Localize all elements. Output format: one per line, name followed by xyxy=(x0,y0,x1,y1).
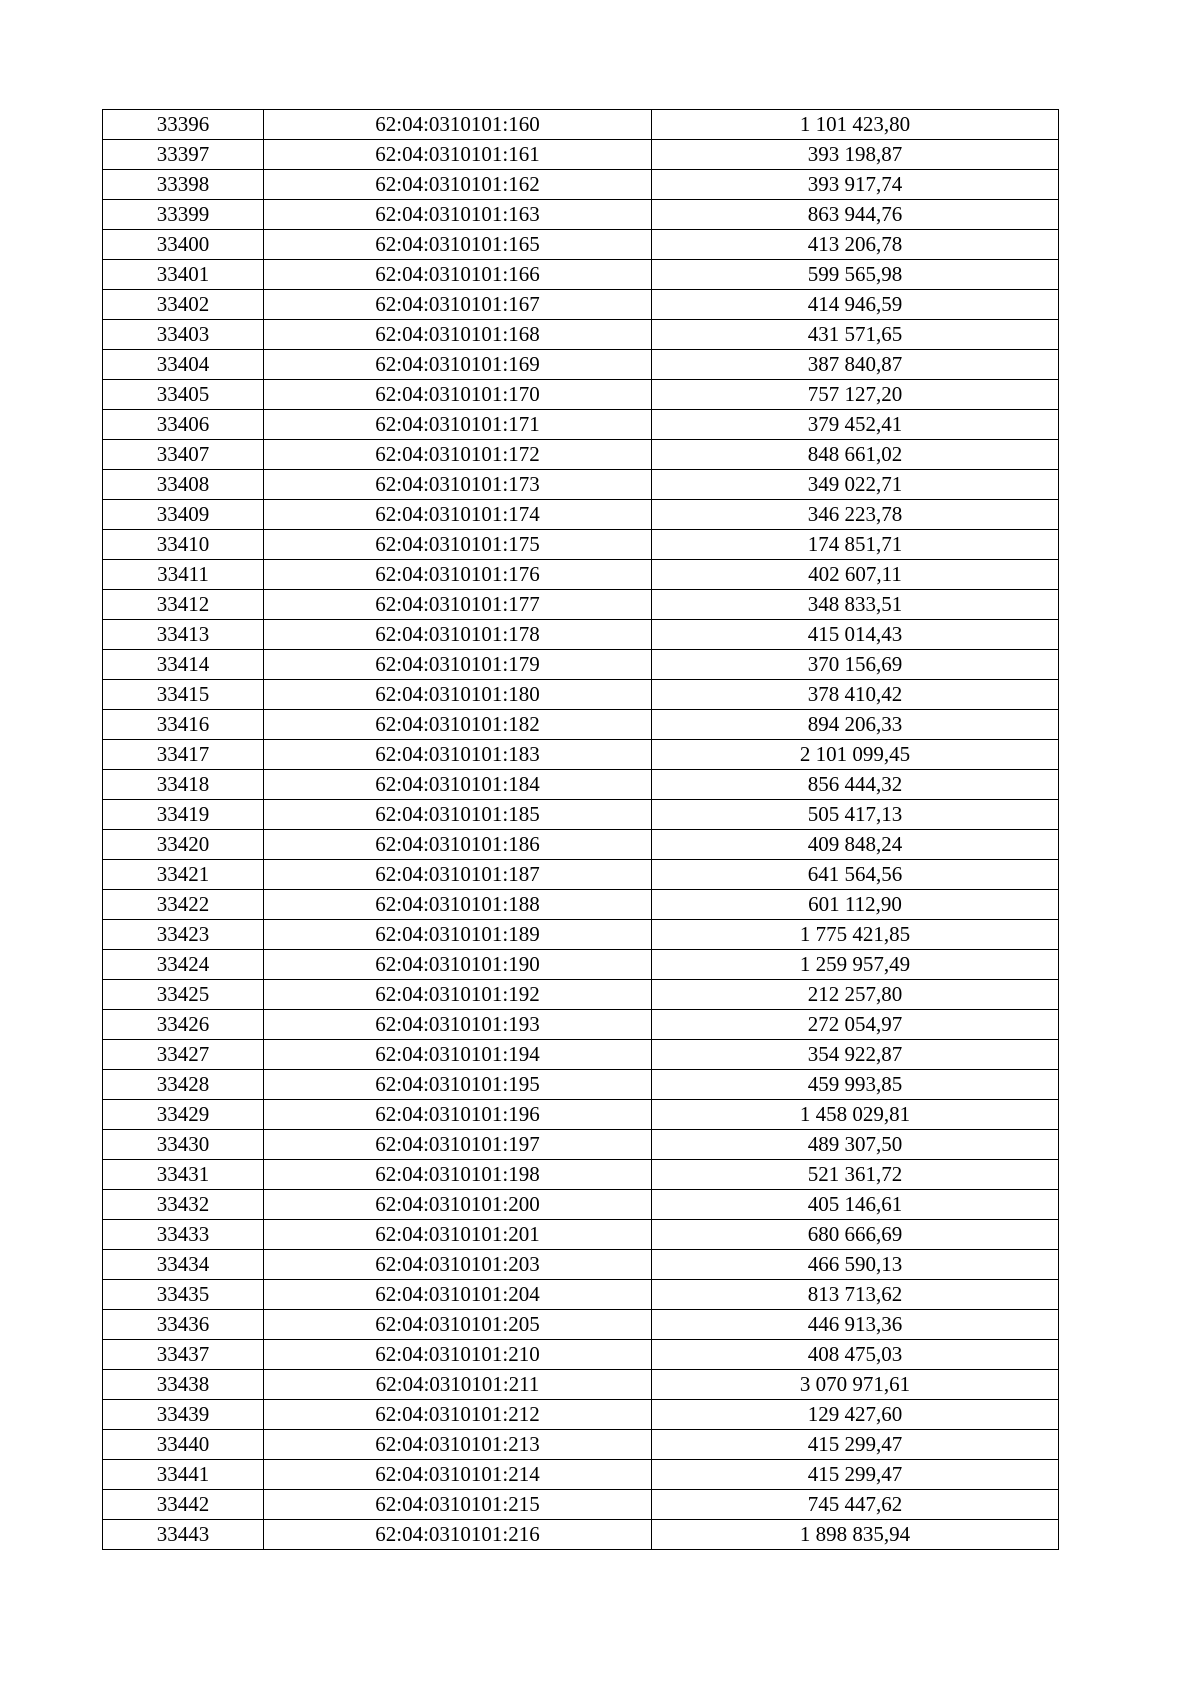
cadastral-value-cell: 466 590,13 xyxy=(652,1250,1059,1280)
cadastral-number-cell: 62:04:0310101:180 xyxy=(264,680,652,710)
cadastral-number-cell: 62:04:0310101:197 xyxy=(264,1130,652,1160)
row-number-cell: 33420 xyxy=(103,830,264,860)
cadastral-number-cell: 62:04:0310101:169 xyxy=(264,350,652,380)
cadastral-value-cell: 370 156,69 xyxy=(652,650,1059,680)
cadastral-number-cell: 62:04:0310101:170 xyxy=(264,380,652,410)
row-number-cell: 33443 xyxy=(103,1520,264,1550)
cadastral-number-cell: 62:04:0310101:177 xyxy=(264,590,652,620)
table-row xyxy=(103,710,1059,740)
row-number-cell: 33398 xyxy=(103,170,264,200)
table-row xyxy=(103,1400,1059,1430)
cadastral-number-cell: 62:04:0310101:175 xyxy=(264,530,652,560)
table-row xyxy=(103,1250,1059,1280)
cadastral-value-cell: 813 713,62 xyxy=(652,1280,1059,1310)
table-row xyxy=(103,140,1059,170)
row-number-cell: 33422 xyxy=(103,890,264,920)
table-row xyxy=(103,230,1059,260)
table-row xyxy=(103,440,1059,470)
cadastral-value-cell: 415 299,47 xyxy=(652,1430,1059,1460)
row-number-cell: 33412 xyxy=(103,590,264,620)
cadastral-value-cell: 1 775 421,85 xyxy=(652,920,1059,950)
table-row xyxy=(103,1280,1059,1310)
cadastral-number-cell: 62:04:0310101:189 xyxy=(264,920,652,950)
row-number-cell: 33428 xyxy=(103,1070,264,1100)
cadastral-number-cell: 62:04:0310101:195 xyxy=(264,1070,652,1100)
row-number-cell: 33431 xyxy=(103,1160,264,1190)
table-row xyxy=(103,1070,1059,1100)
cadastral-number-cell: 62:04:0310101:216 xyxy=(264,1520,652,1550)
cadastral-number-cell: 62:04:0310101:196 xyxy=(264,1100,652,1130)
cadastral-number-cell: 62:04:0310101:168 xyxy=(264,320,652,350)
table-row xyxy=(103,1490,1059,1520)
cadastral-value-cell: 409 848,24 xyxy=(652,830,1059,860)
cadastral-value-cell: 129 427,60 xyxy=(652,1400,1059,1430)
row-number-cell: 33410 xyxy=(103,530,264,560)
cadastral-value-cell: 757 127,20 xyxy=(652,380,1059,410)
table-row xyxy=(103,170,1059,200)
cadastral-number-cell: 62:04:0310101:214 xyxy=(264,1460,652,1490)
table-row xyxy=(103,560,1059,590)
cadastral-value-cell: 863 944,76 xyxy=(652,200,1059,230)
cadastral-value-cell: 379 452,41 xyxy=(652,410,1059,440)
row-number-cell: 33419 xyxy=(103,800,264,830)
cadastral-number-cell: 62:04:0310101:176 xyxy=(264,560,652,590)
table-row xyxy=(103,1430,1059,1460)
row-number-cell: 33396 xyxy=(103,110,264,140)
cadastral-value-cell: 212 257,80 xyxy=(652,980,1059,1010)
cadastral-number-cell: 62:04:0310101:188 xyxy=(264,890,652,920)
table-row xyxy=(103,740,1059,770)
table-row xyxy=(103,800,1059,830)
cadastral-value-cell: 848 661,02 xyxy=(652,440,1059,470)
row-number-cell: 33439 xyxy=(103,1400,264,1430)
cadastral-value-cell: 415 299,47 xyxy=(652,1460,1059,1490)
row-number-cell: 33406 xyxy=(103,410,264,440)
table-row xyxy=(103,1100,1059,1130)
table-row xyxy=(103,470,1059,500)
cadastral-value-cell: 174 851,71 xyxy=(652,530,1059,560)
table-row xyxy=(103,1160,1059,1190)
cadastral-number-cell: 62:04:0310101:187 xyxy=(264,860,652,890)
row-number-cell: 33421 xyxy=(103,860,264,890)
cadastral-value-cell: 1 259 957,49 xyxy=(652,950,1059,980)
row-number-cell: 33436 xyxy=(103,1310,264,1340)
cadastral-value-cell: 393 198,87 xyxy=(652,140,1059,170)
cadastral-value-cell: 2 101 099,45 xyxy=(652,740,1059,770)
row-number-cell: 33430 xyxy=(103,1130,264,1160)
table-body xyxy=(103,110,1059,1550)
cadastral-number-cell: 62:04:0310101:174 xyxy=(264,500,652,530)
cadastral-value-cell: 348 833,51 xyxy=(652,590,1059,620)
row-number-cell: 33417 xyxy=(103,740,264,770)
table-row xyxy=(103,1460,1059,1490)
cadastral-number-cell: 62:04:0310101:167 xyxy=(264,290,652,320)
cadastral-number-cell: 62:04:0310101:172 xyxy=(264,440,652,470)
cadastral-number-cell: 62:04:0310101:162 xyxy=(264,170,652,200)
cadastral-number-cell: 62:04:0310101:190 xyxy=(264,950,652,980)
cadastral-number-cell: 62:04:0310101:185 xyxy=(264,800,652,830)
cadastral-value-table xyxy=(102,109,1059,1550)
row-number-cell: 33432 xyxy=(103,1190,264,1220)
table-row xyxy=(103,1310,1059,1340)
cadastral-number-cell: 62:04:0310101:193 xyxy=(264,1010,652,1040)
table-row xyxy=(103,1370,1059,1400)
cadastral-value-cell: 431 571,65 xyxy=(652,320,1059,350)
cadastral-value-cell: 446 913,36 xyxy=(652,1310,1059,1340)
table-row xyxy=(103,110,1059,140)
table-row xyxy=(103,980,1059,1010)
row-number-cell: 33402 xyxy=(103,290,264,320)
cadastral-number-cell: 62:04:0310101:205 xyxy=(264,1310,652,1340)
cadastral-value-cell: 505 417,13 xyxy=(652,800,1059,830)
cadastral-value-cell: 387 840,87 xyxy=(652,350,1059,380)
table-row xyxy=(103,1190,1059,1220)
table-row xyxy=(103,620,1059,650)
cadastral-number-cell: 62:04:0310101:203 xyxy=(264,1250,652,1280)
cadastral-number-cell: 62:04:0310101:211 xyxy=(264,1370,652,1400)
table-row xyxy=(103,1130,1059,1160)
cadastral-value-cell: 414 946,59 xyxy=(652,290,1059,320)
table-row xyxy=(103,200,1059,230)
cadastral-number-cell: 62:04:0310101:198 xyxy=(264,1160,652,1190)
cadastral-number-cell: 62:04:0310101:184 xyxy=(264,770,652,800)
cadastral-value-cell: 3 070 971,61 xyxy=(652,1370,1059,1400)
cadastral-value-cell: 378 410,42 xyxy=(652,680,1059,710)
table-row xyxy=(103,590,1059,620)
cadastral-number-cell: 62:04:0310101:204 xyxy=(264,1280,652,1310)
cadastral-number-cell: 62:04:0310101:201 xyxy=(264,1220,652,1250)
cadastral-value-cell: 346 223,78 xyxy=(652,500,1059,530)
row-number-cell: 33442 xyxy=(103,1490,264,1520)
row-number-cell: 33424 xyxy=(103,950,264,980)
cadastral-value-cell: 408 475,03 xyxy=(652,1340,1059,1370)
row-number-cell: 33440 xyxy=(103,1430,264,1460)
cadastral-number-cell: 62:04:0310101:186 xyxy=(264,830,652,860)
cadastral-value-cell: 745 447,62 xyxy=(652,1490,1059,1520)
cadastral-value-cell: 601 112,90 xyxy=(652,890,1059,920)
table-row xyxy=(103,1040,1059,1070)
table-row xyxy=(103,920,1059,950)
cadastral-value-cell: 1 101 423,80 xyxy=(652,110,1059,140)
row-number-cell: 33441 xyxy=(103,1460,264,1490)
cadastral-number-cell: 62:04:0310101:161 xyxy=(264,140,652,170)
cadastral-value-cell: 405 146,61 xyxy=(652,1190,1059,1220)
table-row xyxy=(103,860,1059,890)
table-row xyxy=(103,410,1059,440)
row-number-cell: 33438 xyxy=(103,1370,264,1400)
cadastral-number-cell: 62:04:0310101:215 xyxy=(264,1490,652,1520)
table-row xyxy=(103,500,1059,530)
row-number-cell: 33433 xyxy=(103,1220,264,1250)
table-row xyxy=(103,1340,1059,1370)
row-number-cell: 33416 xyxy=(103,710,264,740)
row-number-cell: 33403 xyxy=(103,320,264,350)
row-number-cell: 33423 xyxy=(103,920,264,950)
cadastral-number-cell: 62:04:0310101:200 xyxy=(264,1190,652,1220)
row-number-cell: 33434 xyxy=(103,1250,264,1280)
table-row xyxy=(103,830,1059,860)
table-row xyxy=(103,380,1059,410)
table-row xyxy=(103,290,1059,320)
table-row xyxy=(103,1220,1059,1250)
cadastral-value-cell: 489 307,50 xyxy=(652,1130,1059,1160)
row-number-cell: 33411 xyxy=(103,560,264,590)
cadastral-value-cell: 349 022,71 xyxy=(652,470,1059,500)
row-number-cell: 33415 xyxy=(103,680,264,710)
cadastral-value-cell: 894 206,33 xyxy=(652,710,1059,740)
cadastral-number-cell: 62:04:0310101:165 xyxy=(264,230,652,260)
row-number-cell: 33397 xyxy=(103,140,264,170)
cadastral-number-cell: 62:04:0310101:179 xyxy=(264,650,652,680)
cadastral-value-cell: 641 564,56 xyxy=(652,860,1059,890)
cadastral-value-cell: 402 607,11 xyxy=(652,560,1059,590)
cadastral-number-cell: 62:04:0310101:160 xyxy=(264,110,652,140)
row-number-cell: 33409 xyxy=(103,500,264,530)
row-number-cell: 33399 xyxy=(103,200,264,230)
cadastral-value-cell: 393 917,74 xyxy=(652,170,1059,200)
table-row xyxy=(103,650,1059,680)
row-number-cell: 33437 xyxy=(103,1340,264,1370)
table-row xyxy=(103,350,1059,380)
cadastral-value-cell: 521 361,72 xyxy=(652,1160,1059,1190)
row-number-cell: 33418 xyxy=(103,770,264,800)
cadastral-number-cell: 62:04:0310101:166 xyxy=(264,260,652,290)
cadastral-number-cell: 62:04:0310101:183 xyxy=(264,740,652,770)
row-number-cell: 33414 xyxy=(103,650,264,680)
cadastral-number-cell: 62:04:0310101:182 xyxy=(264,710,652,740)
cadastral-number-cell: 62:04:0310101:163 xyxy=(264,200,652,230)
row-number-cell: 33404 xyxy=(103,350,264,380)
cadastral-number-cell: 62:04:0310101:213 xyxy=(264,1430,652,1460)
row-number-cell: 33407 xyxy=(103,440,264,470)
cadastral-number-cell: 62:04:0310101:194 xyxy=(264,1040,652,1070)
table-row xyxy=(103,770,1059,800)
cadastral-value-cell: 413 206,78 xyxy=(652,230,1059,260)
row-number-cell: 33427 xyxy=(103,1040,264,1070)
cadastral-value-cell: 354 922,87 xyxy=(652,1040,1059,1070)
cadastral-number-cell: 62:04:0310101:178 xyxy=(264,620,652,650)
table-row xyxy=(103,680,1059,710)
row-number-cell: 33413 xyxy=(103,620,264,650)
table-row xyxy=(103,320,1059,350)
cadastral-number-cell: 62:04:0310101:173 xyxy=(264,470,652,500)
cadastral-value-cell: 599 565,98 xyxy=(652,260,1059,290)
row-number-cell: 33426 xyxy=(103,1010,264,1040)
row-number-cell: 33405 xyxy=(103,380,264,410)
row-number-cell: 33425 xyxy=(103,980,264,1010)
table-row xyxy=(103,1520,1059,1550)
cadastral-value-cell: 856 444,32 xyxy=(652,770,1059,800)
cadastral-number-cell: 62:04:0310101:210 xyxy=(264,1340,652,1370)
row-number-cell: 33435 xyxy=(103,1280,264,1310)
table-row xyxy=(103,260,1059,290)
cadastral-value-cell: 1 898 835,94 xyxy=(652,1520,1059,1550)
cadastral-number-cell: 62:04:0310101:171 xyxy=(264,410,652,440)
table-row xyxy=(103,1010,1059,1040)
row-number-cell: 33400 xyxy=(103,230,264,260)
cadastral-number-cell: 62:04:0310101:192 xyxy=(264,980,652,1010)
row-number-cell: 33401 xyxy=(103,260,264,290)
table-row xyxy=(103,530,1059,560)
row-number-cell: 33429 xyxy=(103,1100,264,1130)
cadastral-value-cell: 459 993,85 xyxy=(652,1070,1059,1100)
table-row xyxy=(103,950,1059,980)
cadastral-value-cell: 272 054,97 xyxy=(652,1010,1059,1040)
cadastral-value-cell: 680 666,69 xyxy=(652,1220,1059,1250)
cadastral-number-cell: 62:04:0310101:212 xyxy=(264,1400,652,1430)
cadastral-value-cell: 415 014,43 xyxy=(652,620,1059,650)
table-row xyxy=(103,890,1059,920)
cadastral-value-cell: 1 458 029,81 xyxy=(652,1100,1059,1130)
row-number-cell: 33408 xyxy=(103,470,264,500)
